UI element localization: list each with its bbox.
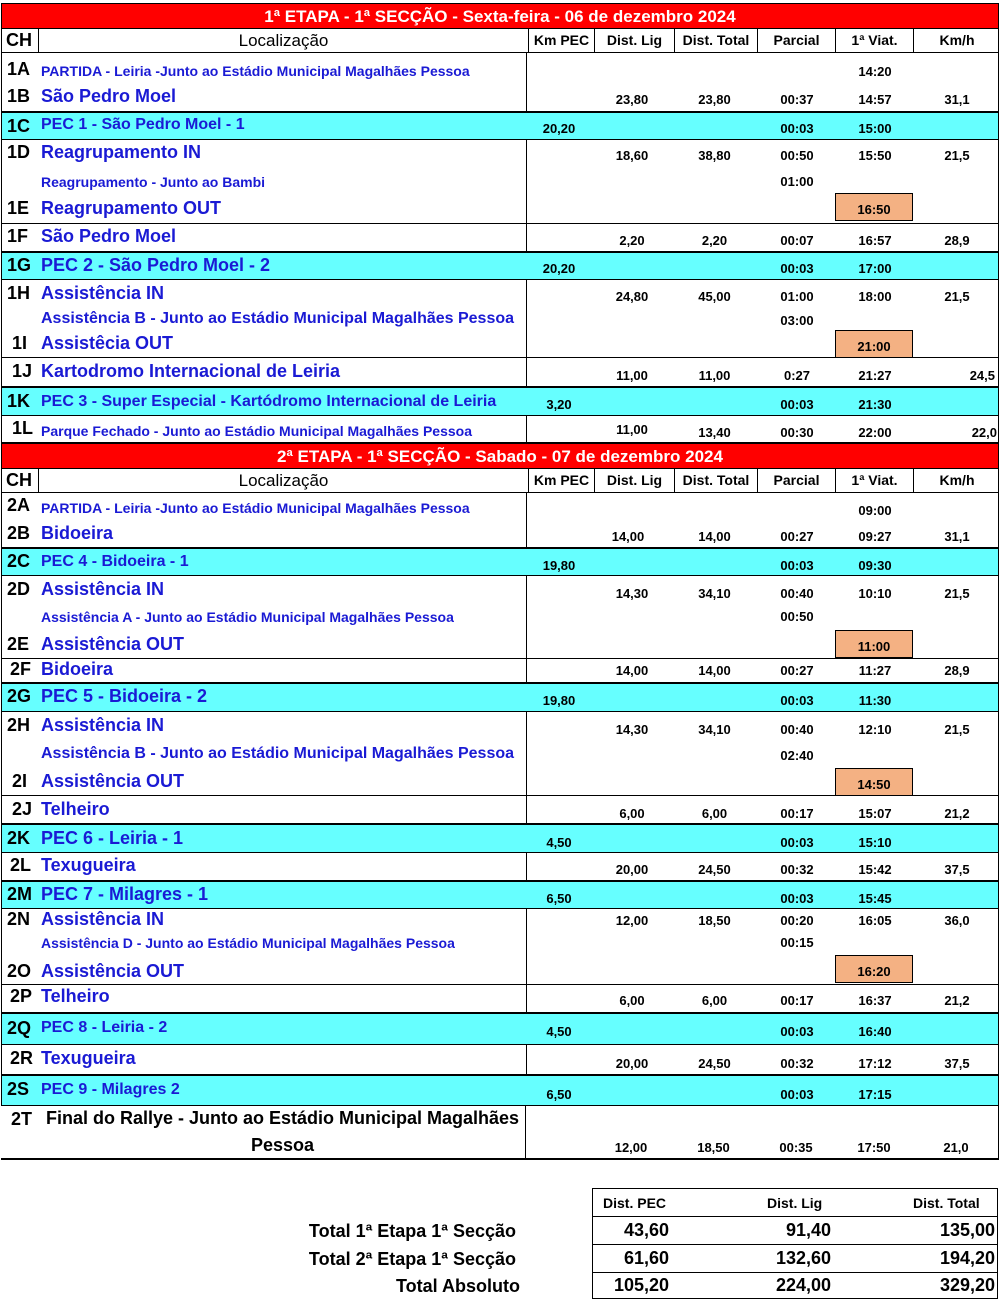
viat-time: 21:27: [858, 368, 892, 383]
viat-time: 09:30: [858, 558, 892, 573]
dist-total: 6,00: [701, 993, 728, 1008]
dist-lig: 6,00: [619, 993, 645, 1008]
location-name: Telheiro: [41, 799, 110, 819]
parcial: 00:27: [780, 529, 814, 544]
kmh: 36,0: [944, 913, 970, 928]
dist-lig: 20,00: [615, 862, 649, 877]
ch-code: 2D: [7, 579, 31, 599]
stage1-pec-1k: [1, 387, 999, 416]
kmh: 21,2: [944, 993, 970, 1008]
header-parcial: Parcial: [757, 29, 835, 52]
km-pec: 4,50: [546, 835, 572, 850]
total-absolute-label: Total Absoluto: [396, 1276, 520, 1296]
ch-code: 1H: [7, 283, 31, 303]
viat-time: 11:30: [858, 693, 892, 708]
kmh: 28,9: [944, 663, 970, 678]
stage2-row-2l: [1, 853, 999, 881]
stage1-row-1f: [1, 224, 999, 252]
header-localizacao: Localização: [38, 29, 528, 52]
viat-time: 09:00: [858, 503, 892, 518]
dist-lig: 24,80: [615, 289, 649, 304]
totals-header-dist-pec: Dist. PEC: [603, 1195, 667, 1211]
dist-total: 18,50: [698, 913, 731, 928]
stage2-header: [1, 469, 999, 493]
ch-code: 2R: [10, 1048, 34, 1068]
dist-lig: 11,00: [616, 368, 648, 383]
viat-time: 16:37: [858, 993, 892, 1008]
stage2-group-2d-2e: [1, 576, 999, 659]
location-name: Parque Fechado - Junto ao Estádio Municipal Magalhães Pessoa: [41, 423, 472, 439]
stage2-row-2r: [1, 1045, 999, 1075]
location-name: Assistência OUT: [41, 961, 185, 981]
location-name: PEC 8 - Leiria - 2: [41, 1019, 168, 1036]
km-pec: 4,50: [546, 1024, 572, 1039]
parcial: 00:50: [780, 148, 814, 163]
viat-time: 11:27: [858, 663, 892, 678]
location-name: Bidoeira: [41, 523, 114, 543]
ch-code: 1D: [7, 142, 31, 162]
dist-lig: 12,00: [615, 913, 649, 928]
dist-lig: 6,00: [619, 806, 645, 821]
parcial: 00:03: [780, 693, 814, 708]
location-name: PEC 4 - Bidoeira - 1: [41, 553, 189, 570]
location-name: PARTIDA - Leiria -Junto ao Estádio Municipal Magalhães Pessoa: [41, 500, 470, 516]
location-name: Kartodromo Internacional de Leiria: [41, 361, 341, 381]
stage2-pec-2m: [1, 881, 999, 909]
stage2-row-2t: [1, 1106, 999, 1160]
stage1-pec-1c: [1, 112, 999, 140]
ch-code: 2E: [7, 634, 30, 654]
ch-code: 2G: [7, 686, 32, 706]
kmh: 22,0: [971, 425, 997, 440]
dist-total: 6,00: [701, 806, 728, 821]
parcial: 00:03: [780, 835, 814, 850]
dist-total: 2,20: [701, 233, 728, 248]
viat-time: 14:57: [858, 92, 892, 107]
header-dist-total: Dist. Total: [674, 469, 757, 492]
location-sub-name: Assistência B - Junto ao Estádio Municipal Magalhães Pessoa: [41, 745, 515, 762]
stage2-pec-2s: [1, 1075, 999, 1106]
ch-code: 1K: [7, 391, 31, 411]
viat-time-highlight: 16:50: [835, 193, 913, 221]
location-name: Reagrupamento IN: [41, 142, 202, 162]
parcial: 00:20: [780, 913, 814, 928]
stage2-pec-2g: [1, 683, 999, 712]
totals-header-dist-total: Dist. Total: [913, 1195, 980, 1211]
dist-total: 14,00: [698, 529, 731, 544]
dist-lig: 18,60: [615, 148, 649, 163]
parcial: 00:17: [780, 806, 814, 821]
location-name: São Pedro Moel: [41, 226, 177, 246]
dist-total: 45,00: [698, 289, 731, 304]
header-kmh: Km/h: [913, 29, 1000, 52]
location-sub-name: Assistência D - Junto ao Estádio Municipal Magalhães Pessoa: [41, 935, 455, 951]
parcial: 03:00: [780, 313, 814, 328]
location-name: Telheiro: [41, 986, 110, 1006]
stage2-pec-2c: [1, 548, 999, 576]
ch-code: 2C: [7, 551, 31, 571]
dist-lig: 2,20: [619, 233, 645, 248]
total-stage2-label: Total 2ª Etapa 1ª Secção: [308, 1249, 516, 1269]
parcial: 00:03: [780, 1024, 814, 1039]
ch-code: 2T: [11, 1109, 33, 1129]
kmh: 21,0: [943, 1140, 969, 1155]
dist-total: 11,00: [698, 368, 731, 383]
stage2-group-2a-2b: [1, 493, 999, 548]
dist-total: 34,10: [698, 722, 731, 737]
total3-dist-total: 329,20: [939, 1275, 995, 1295]
dist-lig: 11,00: [616, 422, 648, 437]
location-name: PEC 5 - Bidoeira - 2: [41, 686, 208, 706]
parcial: 00:35: [779, 1140, 813, 1155]
header-dist-lig: Dist. Lig: [594, 469, 674, 492]
ch-code: 2K: [7, 828, 31, 848]
header-km-pec: Km PEC: [528, 29, 594, 52]
stage2-title: 2ª ETAPA - 1ª SECÇÃO - Sabado - 07 de dezembro 2024: [1, 443, 999, 469]
stage1-header: [1, 29, 999, 53]
header-kmh: Km/h: [913, 469, 1000, 492]
header-ch: CH: [6, 30, 32, 50]
ch-code: 1L: [12, 418, 34, 438]
location-name: Assistência IN: [41, 715, 165, 735]
viat-time-highlight: 21:00: [835, 330, 913, 358]
viat-time: 15:50: [858, 148, 892, 163]
parcial: 01:00: [780, 174, 814, 189]
dist-lig: 14,30: [615, 586, 649, 601]
ch-code: 2J: [12, 799, 33, 819]
kmh: 24,5: [969, 368, 995, 383]
parcial: 00:03: [780, 1087, 814, 1102]
dist-total: 18,50: [697, 1140, 730, 1155]
location-name: PEC 2 - São Pedro Moel - 2: [41, 255, 271, 275]
viat-time: 15:00: [858, 121, 892, 136]
dist-lig: 14,00: [615, 663, 649, 678]
location-name: PARTIDA - Leiria -Junto ao Estádio Municipal Magalhães Pessoa: [41, 63, 470, 79]
stage1-group-1h-1i: [1, 280, 999, 358]
kmh: 21,5: [944, 289, 970, 304]
ch-code: 1I: [12, 333, 28, 353]
dist-total: 34,10: [698, 586, 731, 601]
parcial: 00:03: [780, 397, 814, 412]
ch-code: 2O: [7, 961, 32, 981]
final-location-line2: Pessoa: [250, 1135, 315, 1155]
parcial: 00:32: [780, 862, 814, 877]
ch-code: 1C: [7, 116, 31, 136]
total2-dist-pec: 61,60: [623, 1248, 669, 1268]
ch-code: 2A: [7, 495, 31, 515]
parcial: 00:17: [780, 993, 814, 1008]
total1-dist-total: 135,00: [939, 1220, 995, 1240]
total3-dist-pec: 105,20: [613, 1275, 669, 1295]
stage2-row-2p: [1, 985, 999, 1013]
header-ch: CH: [6, 470, 32, 490]
total2-dist-lig: 132,60: [775, 1248, 831, 1268]
location-name: Assistência IN: [41, 579, 165, 599]
ch-code: 2Q: [7, 1018, 32, 1038]
total-stage1-label: Total 1ª Etapa 1ª Secção: [308, 1221, 516, 1241]
viat-time: 15:45: [858, 891, 892, 906]
header-parcial: Parcial: [757, 469, 835, 492]
parcial: 00:37: [780, 92, 814, 107]
total1-dist-pec: 43,60: [623, 1220, 669, 1240]
totals-table: [592, 1188, 998, 1299]
ch-code: 2H: [7, 715, 31, 735]
header-km-pec: Km PEC: [528, 469, 594, 492]
stage1-group-1a-1b: [1, 53, 999, 112]
dist-total: 24,50: [698, 862, 731, 877]
parcial: 00:03: [780, 891, 814, 906]
viat-time-highlight: 16:20: [835, 955, 913, 983]
km-pec: 6,50: [546, 1087, 572, 1102]
viat-time-highlight: 14:50: [835, 768, 913, 796]
kmh: 21,5: [944, 722, 970, 737]
header-dist-lig: Dist. Lig: [594, 29, 674, 52]
viat-time: 17:50: [857, 1140, 891, 1155]
parcial: 00:03: [780, 121, 814, 136]
location-name: PEC 6 - Leiria - 1: [41, 828, 184, 848]
viat-time: 16:57: [858, 233, 892, 248]
location-name: Assistência OUT: [41, 771, 185, 791]
final-location-line1: Final do Rallye - Junto ao Estádio Municipal Magalhães: [45, 1108, 520, 1128]
ch-code: 2P: [10, 986, 33, 1006]
parcial: 00:40: [780, 586, 814, 601]
dist-total: 24,50: [698, 1056, 731, 1071]
header-viat: 1ª Viat.: [835, 469, 913, 492]
ch-code: 1G: [7, 255, 32, 275]
total1-dist-lig: 91,40: [785, 1220, 831, 1240]
parcial: 0:27: [783, 368, 811, 383]
dist-lig: 14,00: [611, 529, 645, 544]
parcial: 00:40: [780, 722, 814, 737]
stage1-title: 1ª ETAPA - 1ª SECÇÃO - Sexta-feira - 06 de dezembro 2024: [1, 3, 999, 29]
ch-code: 2I: [12, 771, 28, 791]
header-viat: 1ª Viat.: [835, 29, 913, 52]
parcial: 01:00: [780, 289, 814, 304]
location-name: São Pedro Moel: [41, 86, 177, 106]
km-pec: 3,20: [546, 397, 572, 412]
ch-code: 2M: [7, 884, 33, 904]
kmh: 21,5: [944, 586, 970, 601]
kmh: 37,5: [944, 1056, 970, 1071]
location-name: Texugueira: [41, 1048, 136, 1068]
parcial: 00:27: [780, 663, 814, 678]
parcial: 00:32: [780, 1056, 814, 1071]
viat-time: 16:05: [858, 913, 892, 928]
viat-time: 22:00: [858, 425, 892, 440]
parcial: 00:30: [780, 425, 814, 440]
ch-code: 2N: [7, 909, 31, 929]
dist-total: 23,80: [698, 92, 731, 107]
stage1-pec-1g: [1, 252, 999, 280]
dist-total: 14,00: [698, 663, 731, 678]
ch-code: 1E: [7, 198, 30, 218]
ch-code: 2L: [10, 855, 32, 875]
parcial: 00:50: [780, 609, 814, 624]
location-name: PEC 9 - Milagres 2: [41, 1081, 180, 1098]
location-sub-name: Reagrupamento - Junto ao Bambi: [41, 174, 266, 190]
header-localizacao: Localização: [38, 469, 528, 492]
ch-code: 2B: [7, 523, 31, 543]
viat-time: 17:15: [858, 1087, 892, 1102]
viat-time: 17:12: [858, 1056, 892, 1071]
kmh: 21,5: [944, 148, 970, 163]
km-pec: 6,50: [546, 891, 572, 906]
kmh: 37,5: [944, 862, 970, 877]
location-sub-name: Assistência B - Junto ao Estádio Municipal Magalhães Pessoa: [41, 310, 515, 327]
viat-time: 09:27: [858, 529, 892, 544]
ch-code: 1A: [7, 59, 31, 79]
viat-time-highlight: 11:00: [835, 630, 913, 658]
kmh: 31,1: [944, 529, 970, 544]
dist-lig: 12,00: [614, 1140, 648, 1155]
parcial: 00:15: [780, 935, 814, 950]
km-pec: 20,20: [542, 121, 576, 136]
viat-time: 18:00: [858, 289, 892, 304]
ch-code: 1F: [7, 226, 29, 246]
stage2-row-2j: [1, 796, 999, 824]
kmh: 21,2: [944, 806, 970, 821]
km-pec: 20,20: [542, 261, 576, 276]
location-name: Reagrupamento OUT: [41, 198, 222, 218]
location-name: PEC 3 - Super Especial - Kartódromo Internacional de Leiria: [41, 393, 497, 410]
location-sub-name: Assistência A - Junto ao Estádio Municipal Magalhães Pessoa: [41, 609, 454, 625]
total2-dist-total: 194,20: [939, 1248, 995, 1268]
location-name: Assistência IN: [41, 283, 165, 303]
stage1-group-1d-1e: [1, 140, 999, 224]
dist-lig: 14,30: [615, 722, 649, 737]
viat-time: 21:30: [858, 397, 892, 412]
stage2-pec-2q: [1, 1013, 999, 1045]
dist-lig: 20,00: [615, 1056, 649, 1071]
location-name: Texugueira: [41, 855, 136, 875]
viat-time: 15:10: [858, 835, 892, 850]
parcial: 00:03: [780, 558, 814, 573]
dist-total: 13,40: [698, 425, 731, 440]
location-name: Assistêcia OUT: [41, 333, 174, 353]
ch-code: 2F: [10, 659, 32, 679]
viat-time: 15:07: [858, 806, 892, 821]
stage2-row-2f: [1, 659, 999, 683]
stage1-row-1l: [1, 416, 999, 443]
location-name: Assistência IN: [41, 909, 165, 929]
ch-code: 1J: [12, 361, 33, 381]
totals-header-dist-lig: Dist. Lig: [767, 1195, 823, 1211]
location-name: Assistência OUT: [41, 634, 185, 654]
dist-lig: 23,80: [615, 92, 649, 107]
location-name: PEC 1 - São Pedro Moel - 1: [41, 116, 245, 133]
location-name: PEC 7 - Milagres - 1: [41, 884, 209, 904]
viat-time: 16:40: [858, 1024, 892, 1039]
viat-time: 17:00: [858, 261, 892, 276]
viat-time: 12:10: [858, 722, 892, 737]
parcial: 00:03: [780, 261, 814, 276]
location-name: Bidoeira: [41, 659, 114, 679]
total3-dist-lig: 224,00: [775, 1275, 831, 1295]
kmh: 28,9: [944, 233, 970, 248]
header-dist-total: Dist. Total: [674, 29, 757, 52]
kmh: 31,1: [944, 92, 970, 107]
viat-time: 14:20: [858, 64, 892, 79]
dist-total: 38,80: [698, 148, 731, 163]
parcial: 02:40: [780, 748, 814, 763]
stage2-group-2n-2o: [1, 909, 999, 985]
parcial: 00:07: [780, 233, 814, 248]
stage1-row-1j: [1, 358, 999, 387]
km-pec: 19,80: [542, 693, 576, 708]
stage2-group-2h-2i: [1, 712, 999, 796]
ch-code: 1B: [7, 86, 31, 106]
stage2-pec-2k: [1, 824, 999, 853]
viat-time: 10:10: [858, 586, 892, 601]
km-pec: 19,80: [542, 558, 576, 573]
viat-time: 15:42: [858, 862, 892, 877]
ch-code: 2S: [7, 1079, 30, 1099]
